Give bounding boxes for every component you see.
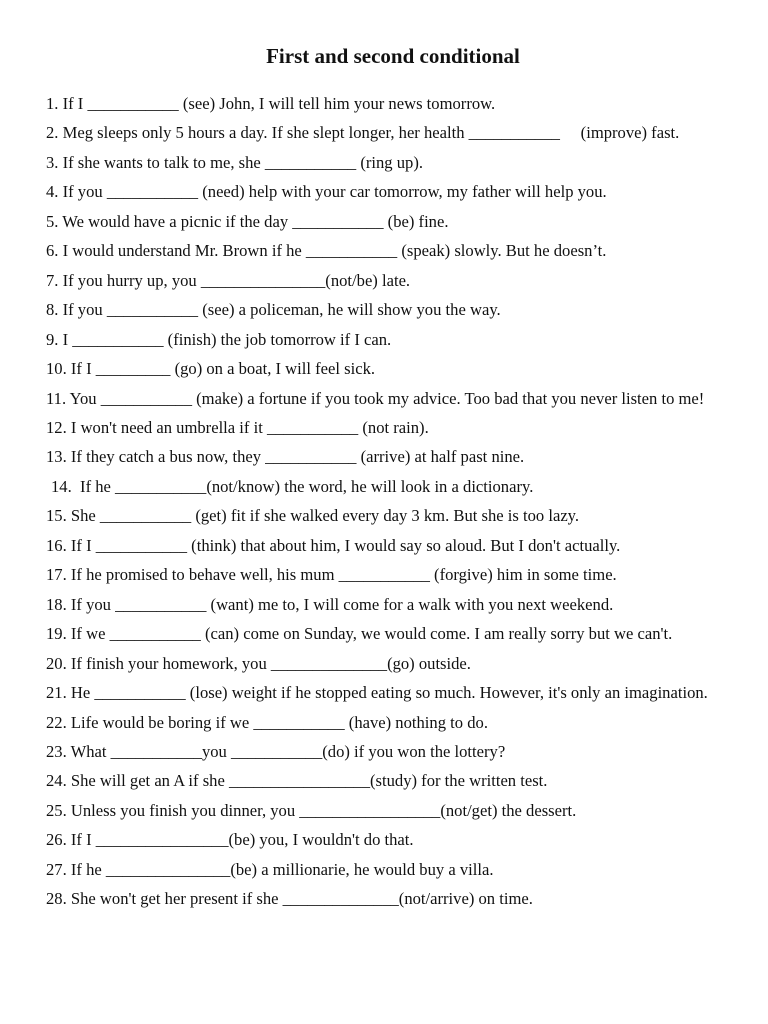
exercise-item-9: 9. I ___________ (finish) the job tomorrow if I can. — [46, 329, 392, 349]
exercise-item-10: 10. If I _________ (go) on a boat, I will feel sick. — [46, 359, 376, 379]
exercise-item-1: 1. If I ___________ (see) John, I will tell him your news tomorrow. — [46, 94, 496, 113]
exercise-item-11: 11. You ___________ (make) a fortune if you took my advice. Too bad that you never listen to me! — [46, 388, 705, 408]
exercise-item-20: 20. If finish your homework, you ______________(go) outside. — [46, 653, 471, 673]
exercise-item-16: 16. If I ___________ (think) that about him, I would say so aloud. But I don't actually. — [46, 535, 621, 555]
exercise-item-23: 23. What ___________you ___________(do) if you won the lottery? — [46, 741, 506, 761]
page-title: First and second conditional — [266, 44, 520, 68]
exercise-item-26: 26. If I ________________(be) you, I wouldn't do that. — [46, 830, 414, 850]
exercise-item-4: 4. If you ___________ (need) help with your car tomorrow, my father will help you. — [46, 182, 607, 202]
exercise-item-28: 28. She won't get her present if she ______________(not/arrive) on time. — [46, 889, 533, 909]
exercise-item-13: 13. If they catch a bus now, they ___________ (arrive) at half past nine. — [46, 447, 525, 467]
exercise-list — [46, 89, 746, 914]
exercise-item-25: 25. Unless you finish you dinner, you _________________(not/get) the dessert. — [46, 800, 577, 820]
exercise-item-7: 7. If you hurry up, you _______________(not/be) late. — [46, 270, 411, 290]
exercise-item-18: 18. If you ___________ (want) me to, I will come for a walk with you next weekend. — [46, 594, 614, 614]
exercise-item-3: 3. If she wants to talk to me, she ___________ (ring up). — [46, 152, 423, 172]
exercise-item-24: 24. She will get an A if she _________________(study) for the written test. — [46, 771, 548, 791]
exercise-item-22: 22. Life would be boring if we ___________ (have) nothing to do. — [46, 712, 488, 732]
exercise-item-5: 5. We would have a picnic if the day ___________ (be) fine. — [46, 211, 449, 231]
exercise-item-8: 8. If you ___________ (see) a policeman, he will show you the way. — [46, 300, 501, 320]
exercise-item-17: 17. If he promised to behave well, his mum ___________ (forgive) him in some time. — [46, 565, 617, 585]
exercise-item-21: 21. He ___________ (lose) weight if he stopped eating so much. However, it's only an imagination. — [46, 683, 708, 703]
exercise-item-6: 6. I would understand Mr. Brown if he ___________ (speak) slowly. But he doesn’t. — [46, 241, 607, 261]
exercise-item-14: 14. If he ___________(not/know) the word, he will look in a dictionary. — [51, 476, 534, 496]
exercise-item-27: 27. If he _______________(be) a millionarie, he would buy a villa. — [46, 859, 494, 879]
exercise-item-15: 15. She ___________ (get) fit if she walked every day 3 km. But she is too lazy. — [46, 506, 580, 526]
exercise-item-12: 12. I won't need an umbrella if it ___________ (not rain). — [46, 417, 429, 437]
exercise-item-19: 19. If we ___________ (can) come on Sunday, we would come. I am really sorry but we can't. — [46, 624, 673, 644]
exercise-item-2: 2. Meg sleeps only 5 hours a day. If she slept longer, her health ___________ (improve) fast. — [46, 123, 680, 143]
